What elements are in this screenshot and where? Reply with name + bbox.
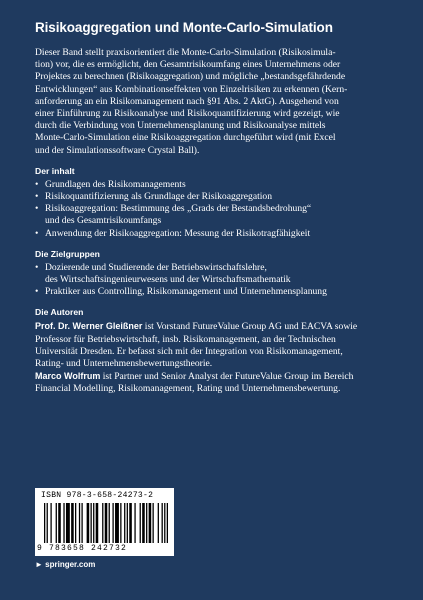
list-item xyxy=(35,262,389,286)
list-item-text: des Wirtschaftsingenieurwesens und der Wirtschaftsmathematik xyxy=(45,274,291,286)
intro-line: tion) vor, die es ermöglicht, den Gesamtrisikoumfang eines Unternehmens oder xyxy=(35,59,341,71)
author1-name: Prof. Dr. Werner Gleißner xyxy=(35,321,143,332)
audience-list xyxy=(35,262,389,299)
list-item-text: Anwendung der Risikoaggregation: Messung der Risikotragfähigkeit xyxy=(45,227,311,239)
contents-heading: Der inhalt xyxy=(35,165,75,176)
list-item xyxy=(35,179,389,191)
intro-line: anforderung an ein Risikomanagement nach §91 Abs. 2 AktG). Ausgehend von xyxy=(35,95,339,107)
cover-text xyxy=(35,47,389,396)
bullet-icon: • xyxy=(35,261,39,273)
intro-paragraph xyxy=(35,47,389,157)
author2-name: Marco Wolfrum xyxy=(35,371,101,382)
website-text: springer.com xyxy=(45,560,96,569)
list-item xyxy=(35,191,389,203)
intro-line: einer Einführung zu Risikoanalyse und Risikoquantifizierung wird gezeigt, wie xyxy=(35,108,340,120)
intro-line: Projektes zu berechnen (Risikoaggregation) und mögliche „bestandsgefährdende xyxy=(35,71,346,83)
bullet-icon: • xyxy=(35,286,39,298)
list-item-text: Grundlagen des Risikomanagements xyxy=(45,178,186,190)
bullet-icon: • xyxy=(35,191,39,203)
author2-paragraph xyxy=(35,370,389,395)
list-item-text: Praktiker aus Controlling, Risikomanagement und Unternehmensplanung xyxy=(45,286,327,298)
barcode xyxy=(35,488,174,556)
author-line: Rating- und Unternehmensbewertungstheorie. xyxy=(35,358,213,370)
authors-heading: Die Autoren xyxy=(35,307,84,318)
author1-paragraph xyxy=(35,320,389,370)
list-item-text: Risikoaggregation: Bestimmung des „Grads der Bestandsbedrohung“ xyxy=(45,203,312,215)
bullet-icon: • xyxy=(35,178,39,190)
barcode-digits: 9 783658 242732 xyxy=(37,544,128,553)
bullet-icon: • xyxy=(35,203,39,215)
intro-line: durch die Verbindung von Unternehmensplanung und Risikoanalyse mittels xyxy=(35,120,326,132)
contents-list xyxy=(35,179,389,240)
bullet-icon: • xyxy=(35,227,39,239)
book-title: Risikoaggregation und Monte-Carlo-Simulation xyxy=(35,20,333,35)
list-item-text: Risikoquantifizierung als Grundlage der Risikoaggregation xyxy=(45,191,272,203)
list-item xyxy=(35,286,389,298)
author-line: ist Vorstand FutureValue Group AG und EACVA sowie xyxy=(142,321,358,333)
isbn-label: ISBN 978-3-658-24273-2 xyxy=(41,491,154,500)
list-item xyxy=(35,228,389,240)
intro-line: und der Simulationssoftware Crystal Ball). xyxy=(35,144,200,156)
author-line: Professor für Betriebswirtschaft, insb. Risikomanagement, an der Technischen xyxy=(35,333,336,345)
barcode-icon xyxy=(44,503,168,543)
arrow-icon: ► xyxy=(35,560,46,569)
list-item-text: Dozierende und Studierende der Betriebswirtschaftslehre, xyxy=(45,261,267,273)
intro-line: Entwicklungen“ aus Kombinationseffekten von Einzelrisiken zu erkennen (Kern- xyxy=(35,83,348,95)
list-item xyxy=(35,203,389,227)
author-line: Financial Modelling, Risikomanagement, Rating und Unternehmensbewertung. xyxy=(35,383,341,395)
publisher-website xyxy=(35,560,95,569)
list-item-text: und des Gesamtrisikoumfangs xyxy=(45,215,162,227)
intro-line: Dieser Band stellt praxisorientiert die Monte-Carlo-Simulation (Risikosimula- xyxy=(35,47,336,58)
author-line: Universität Dresden. Er befasst sich mit der Integration von Risikomanagement, xyxy=(35,345,343,357)
audience-heading: Die Zielgruppen xyxy=(35,248,100,259)
intro-line: Monte-Carlo-Simulation eine Risikoaggregation durchgeführt wird (mit Excel xyxy=(35,132,336,144)
author-line: ist Partner und Senior Analyst der FutureValue Group im Bereich xyxy=(100,371,354,383)
